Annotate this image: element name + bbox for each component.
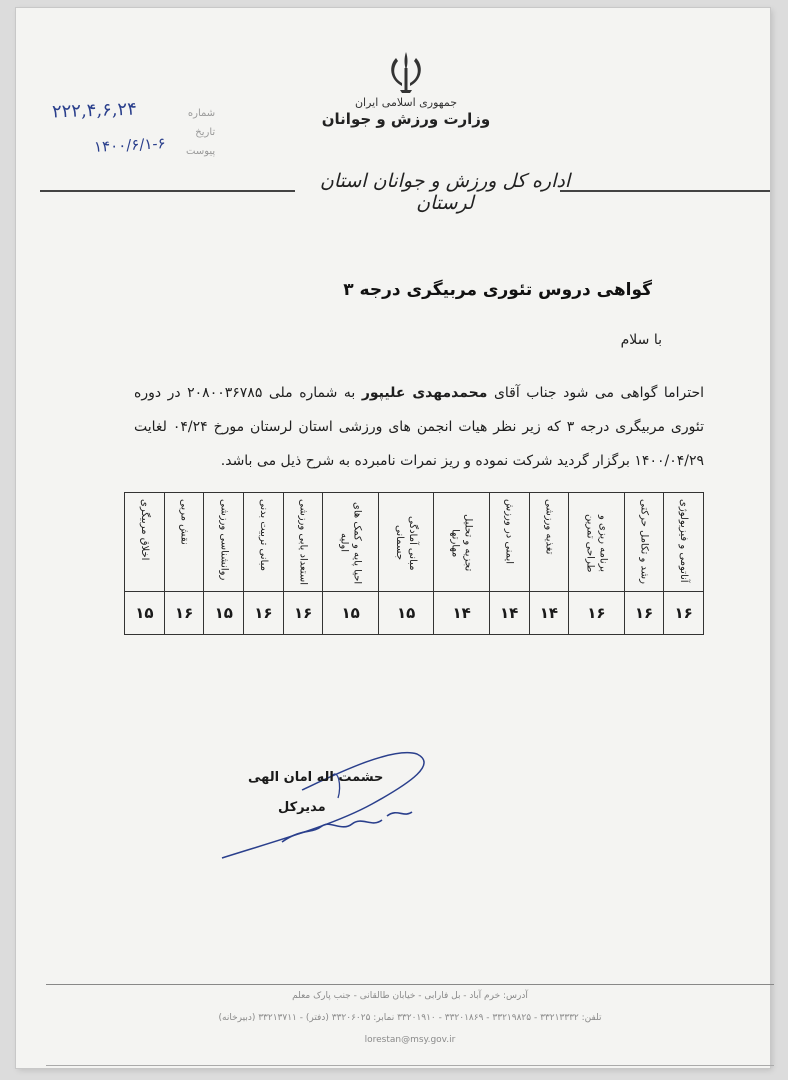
document-page xyxy=(16,8,770,1068)
subject-cell: استعداد یابی ورزشی xyxy=(283,493,323,592)
certificate-title: گواهی دروس تئوری مربیگری درجه ۳ xyxy=(343,280,652,300)
certificate-body xyxy=(134,376,704,478)
grade-cell: ۱۶ xyxy=(244,592,284,635)
grade-cell: ۱۴ xyxy=(489,592,529,635)
subject-cell: برنامه ریزی و طراحی تمرین xyxy=(569,493,624,592)
signature-icon xyxy=(212,746,452,866)
iran-emblem-icon xyxy=(382,50,430,94)
recipient-name: محمدمهدی علیپور xyxy=(361,385,488,401)
letter-footer xyxy=(46,984,774,1066)
reference-labels xyxy=(186,104,215,161)
subjects-row xyxy=(125,493,704,592)
number-label: شماره xyxy=(187,108,216,119)
grade-cell: ۱۶ xyxy=(283,592,323,635)
letterhead xyxy=(306,96,506,130)
grade-cell: ۱۶ xyxy=(164,592,204,635)
grade-cell: ۱۵ xyxy=(323,592,378,635)
ministry-name: وزارت ورزش و جوانان xyxy=(321,110,491,129)
grades-row xyxy=(125,592,704,635)
subject-cell: رشد و تکامل حرکتی xyxy=(624,493,664,592)
greeting: با سلام xyxy=(620,332,662,348)
grade-cell: ۱۶ xyxy=(569,592,624,635)
letter-date: ۱۴۰۰/۶/۱-۶ xyxy=(93,134,167,156)
divider xyxy=(560,190,770,192)
department-banner xyxy=(40,168,770,214)
subject-cell: نقش مربی xyxy=(164,493,204,592)
subject-cell: مبانی آمادگی جسمانی xyxy=(378,493,433,592)
grades-table xyxy=(124,492,704,635)
letter-number: ۲۲۲,۴,۶,۲۴ xyxy=(51,98,138,123)
grade-cell: ۱۶ xyxy=(664,592,704,635)
footer-email: lorestan@msy.gov.ir xyxy=(364,1035,456,1045)
grade-cell: ۱۵ xyxy=(125,592,165,635)
attachment-label: پیوست xyxy=(186,146,216,157)
divider xyxy=(40,190,295,192)
subject-cell: احیا پایه و کمک های اولیه xyxy=(323,493,378,592)
subject-cell: اخلاق مربیگری xyxy=(125,493,165,592)
subject-cell: تجزیه و تحلیل مهارتها xyxy=(434,493,489,592)
subject-cell: مبانی تربیت بدنی xyxy=(244,493,284,592)
grade-cell: ۱۵ xyxy=(204,592,244,635)
grade-cell: ۱۴ xyxy=(434,592,489,635)
body-details: به شماره ملی ۲۰۸۰۰۳۶۷۸۵ در دوره تئوری مربیگری درجه ۳ که زیر نظر هیات انجمن های ورزشی استان لرستان مورخ ۰۴/۲۴ لغایت ۱۴۰۰/۰۴/۲۹ برگزار گردید شرکت نموده و ریز نمرات نامبرده به شرح ذیل می باشد. xyxy=(134,385,704,469)
grade-cell: ۱۵ xyxy=(378,592,433,635)
subject-cell: تغذیه ورزشی xyxy=(529,493,569,592)
body-intro: احتراما گواهی می شود جناب آقای xyxy=(493,385,705,401)
signer-title: مدیرکل xyxy=(278,800,326,815)
grade-cell: ۱۶ xyxy=(624,592,664,635)
footer-phones: تلفن: ۳۳۲۱۳۳۳۲ - ۳۳۲۱۹۸۲۵ - ۳۳۲۰۱۸۶۹ - ۳۳۲۰۱۹۱۰ نمابر: ۳۳۲۰۶۰۲۵ (دفتر) - ۳۳۲۱۳۷۱۱ (دبیرخانه) xyxy=(218,1013,602,1023)
republic-name: جمهوری اسلامی ایران xyxy=(354,96,458,109)
subject-cell: ایمنی در ورزش xyxy=(489,493,529,592)
subject-cell: آناتومی و فیزیولوژی xyxy=(664,493,704,592)
subject-cell: روانشناسی ورزشی xyxy=(204,493,244,592)
department-name: اداره کل ورزش و جوانان استان لرستان xyxy=(319,170,571,214)
date-label: تاریخ xyxy=(195,127,216,138)
grade-cell: ۱۴ xyxy=(529,592,569,635)
footer-address: آدرس: خرم آباد - بل فارابی - خیابان طالقانی - جنب پارک معلم xyxy=(292,991,528,1001)
signer-name: حشمت اله امان الهی xyxy=(248,770,384,785)
